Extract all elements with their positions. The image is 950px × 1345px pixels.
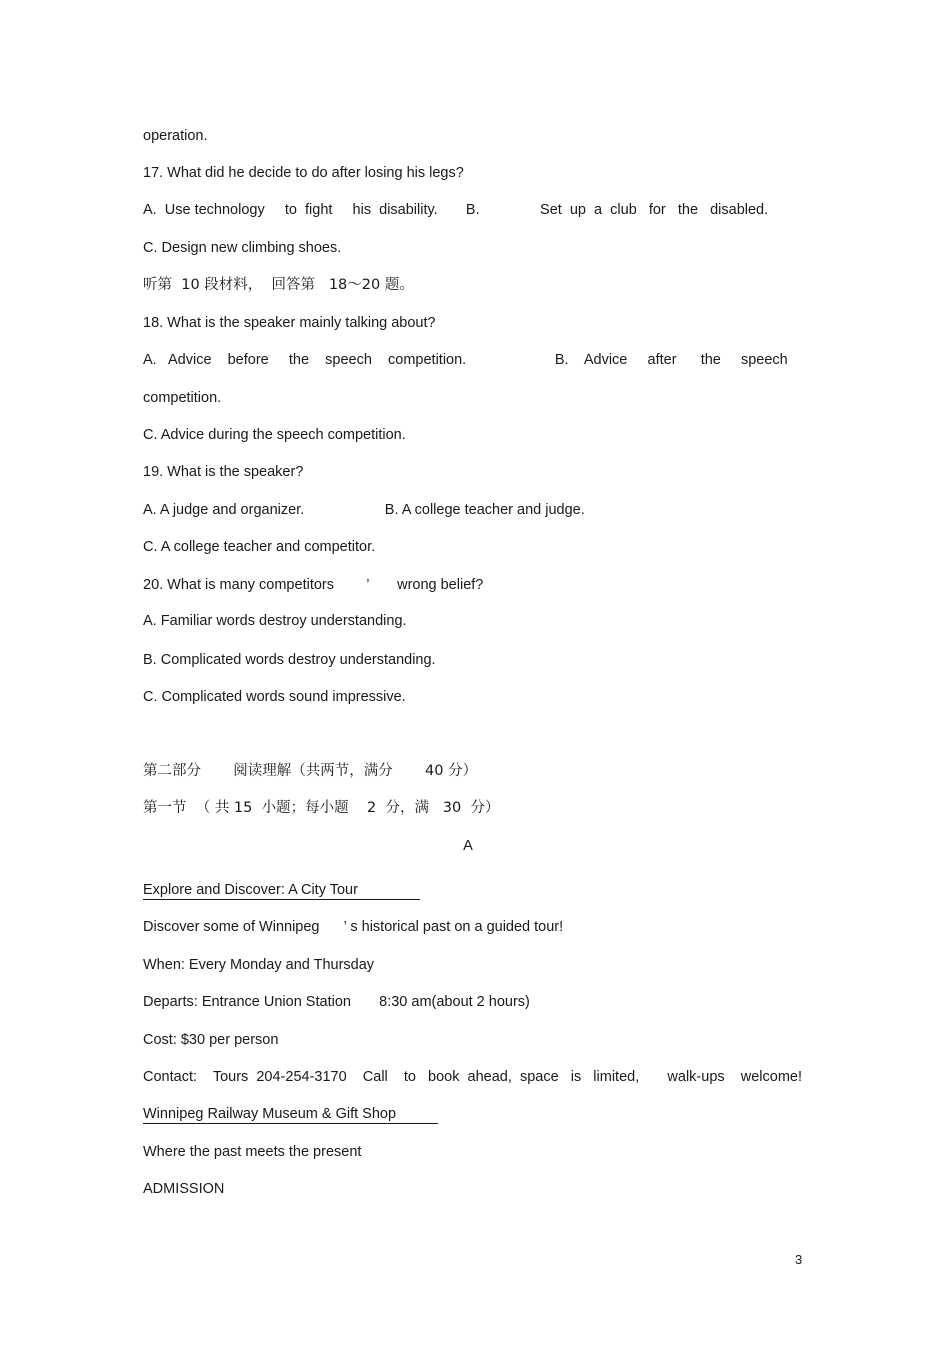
text-line: Contact: Tours 204-254-3170 Call to book ahead, space is limited, walk-ups welcome!	[143, 1069, 802, 1085]
question-19-options-ab: A. A judge and organizer. B. A college teacher and judge.	[143, 502, 585, 518]
question-17: 17. What did he decide to do after losing his legs?	[143, 165, 464, 181]
question-19-option-c: C. A college teacher and competitor.	[143, 539, 376, 555]
ad-title-text: Explore and Discover: A City Tour	[143, 881, 420, 900]
part-heading: 第二部分 阅读理解（共两节，满分 40 分）	[143, 763, 478, 779]
question-20-option-c: C. Complicated words sound impressive.	[143, 689, 406, 705]
question-18-options-ab: A. Advice before the speech competition. B. Advice after the speech	[143, 352, 788, 368]
section-heading: 第一节 （ 共 15 小题；每小题 2 分，满 30 分）	[143, 800, 500, 816]
text-line: Cost: $30 per person	[143, 1032, 279, 1048]
ad-title-city-tour	[143, 881, 420, 900]
question-18: 18. What is the speaker mainly talking about?	[143, 315, 436, 331]
text-line: operation.	[143, 128, 208, 144]
section-instruction: 听第 10 段材料， 回答第 18～20 题。	[143, 277, 414, 293]
question-20-option-b: B. Complicated words destroy understanding.	[143, 652, 436, 668]
text-line: Departs: Entrance Union Station 8:30 am(about 2 hours)	[143, 994, 530, 1010]
passage-letter: A	[463, 838, 473, 854]
question-19: 19. What is the speaker?	[143, 464, 304, 480]
question-20-option-a: A. Familiar words destroy understanding.	[143, 613, 407, 629]
ad-title-text: Winnipeg Railway Museum & Gift Shop	[143, 1105, 438, 1124]
text-line: ADMISSION	[143, 1181, 225, 1197]
ad-title-railway-museum	[143, 1105, 438, 1124]
question-20: 20. What is many competitors ’ wrong belief?	[143, 577, 484, 593]
question-18-option-c: C. Advice during the speech competition.	[143, 427, 406, 443]
text-line: When: Every Monday and Thursday	[143, 957, 375, 973]
text-line: Discover some of Winnipeg ’ s historical past on a guided tour!	[143, 919, 564, 935]
question-17-options-ab: A. Use technology to fight his disability. B. Set up a club for the disabled.	[143, 202, 769, 218]
text-line: Where the past meets the present	[143, 1144, 362, 1160]
question-17-option-c: C. Design new climbing shoes.	[143, 240, 342, 256]
page-number: 3	[795, 1252, 803, 1267]
question-18-options-ab-cont: competition.	[143, 390, 222, 406]
